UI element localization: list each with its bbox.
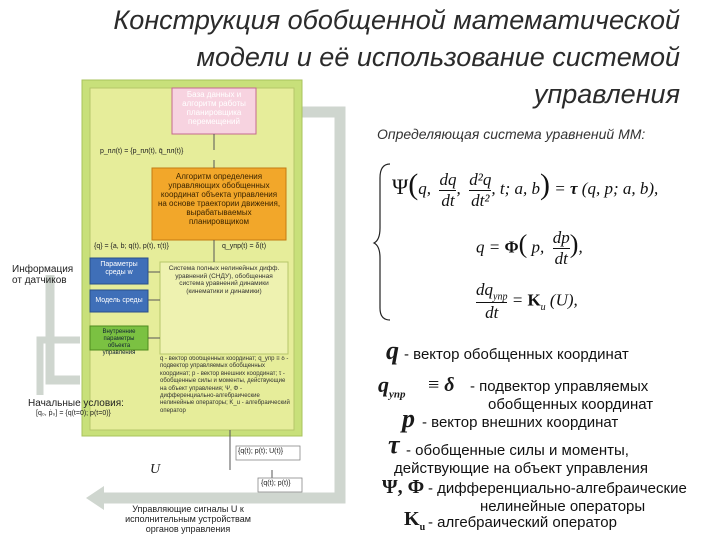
legend-line-6: - алгебраический оператор [428, 514, 617, 531]
q-upr-label: q_упр(t) = δ(t) [222, 243, 267, 250]
title-line-3: управления [533, 79, 680, 109]
legend-line-3: - вектор внешних координат [422, 414, 619, 431]
symbol-ku: $K_u$ [404, 508, 426, 533]
planner-label: p_пл(t) = {p_пл(t), q̄_пл(t)} [100, 148, 184, 155]
symbol-q-upr: $q_{упр}$ [378, 372, 406, 401]
symbol-psi-phi: Ψ, Φ [382, 476, 425, 498]
system-header: Определяющая система уравнений ММ: [377, 126, 646, 142]
legend-line-4a: - обобщенные силы и моменты, [406, 442, 629, 459]
title-line-1: Конструкция обобщенной математической [113, 5, 680, 35]
legend-line-1: - вектор обобщенных координат [404, 346, 629, 363]
legend-line-2a: - подвектор управляемых [470, 378, 649, 395]
u-label: U [150, 462, 161, 477]
small-legend: q - вектор обобщенных координат; q_упр ≡ δ - подвектор управляемых обобщенных координат; p - вектор внешних координат; τ - обобщенные силы и моменты, действующие на объект управления; Ψ, Φ - дифференциально-алгебраические нелинейные операторы; K_u - алгебраический оператор [160, 356, 290, 414]
algo-box-label: Алгоритм определения управляющих обобщенных координат объекта управления на основе траектории движения, вырабатываемых планировщиком [157, 172, 281, 226]
system-box-label: Система полных нелинейных дифф. уравнений (СНДУ), обобщенная система уравнений динамики (кинематики и динамики) [168, 265, 280, 295]
sensor-label: Информация от датчиков [12, 264, 74, 286]
initial-value: [q₀, ṗ₀] = {q(t=0); p(t=0)} [36, 410, 111, 417]
symbol-q: q [386, 336, 399, 365]
initial-label: Начальные условия: [28, 398, 124, 409]
params-label: {q} = {a, b; q(t), p(t), τ(t)} [94, 243, 169, 250]
legend-line-5b: нелинейные операторы [480, 498, 646, 515]
ext-params-label: Внутренние параметры объекта управления [102, 329, 136, 356]
output-label: {q(t); p(t); U(t)} [238, 448, 284, 455]
qp-label: {q(t); p(t)} [261, 480, 291, 487]
legend-line-2b: обобщенных координат [488, 396, 654, 413]
symbol-tau: τ [388, 430, 400, 459]
sensor-arrow [50, 275, 80, 380]
legend-line-4b: действующие на объект управления [394, 460, 648, 477]
legend-line-5a: - дифференциально-алгебраические [428, 480, 687, 497]
symbol-p: p [402, 404, 415, 433]
equation-2: q = Φ( p, $\frac{dp}{dt}$ ), [476, 228, 583, 268]
feedback-arrow-head [86, 486, 104, 510]
env-model-label: Модель среды [95, 297, 143, 304]
equation-1: Ψ(q, $\frac{dq}{dt}$ , $\frac{\text{d²q}}{\text{dt²}}$ , t; a, b) = τ (q, p; a, b), [392, 168, 659, 210]
symbol-equiv: ≡ δ [428, 374, 455, 396]
equation-3: $dq_{упр}$ dt = $K_u$ (U), [476, 280, 578, 323]
env-box-label: Параметры среды w [100, 261, 138, 276]
db-box-label: База данных и алгоритм работы планировщика перемещений [182, 90, 246, 126]
title-line-2: модели и её использование системой [196, 42, 680, 72]
control-label: Управляющие сигналы U к исполнительным устройствам органов управления [125, 504, 251, 534]
